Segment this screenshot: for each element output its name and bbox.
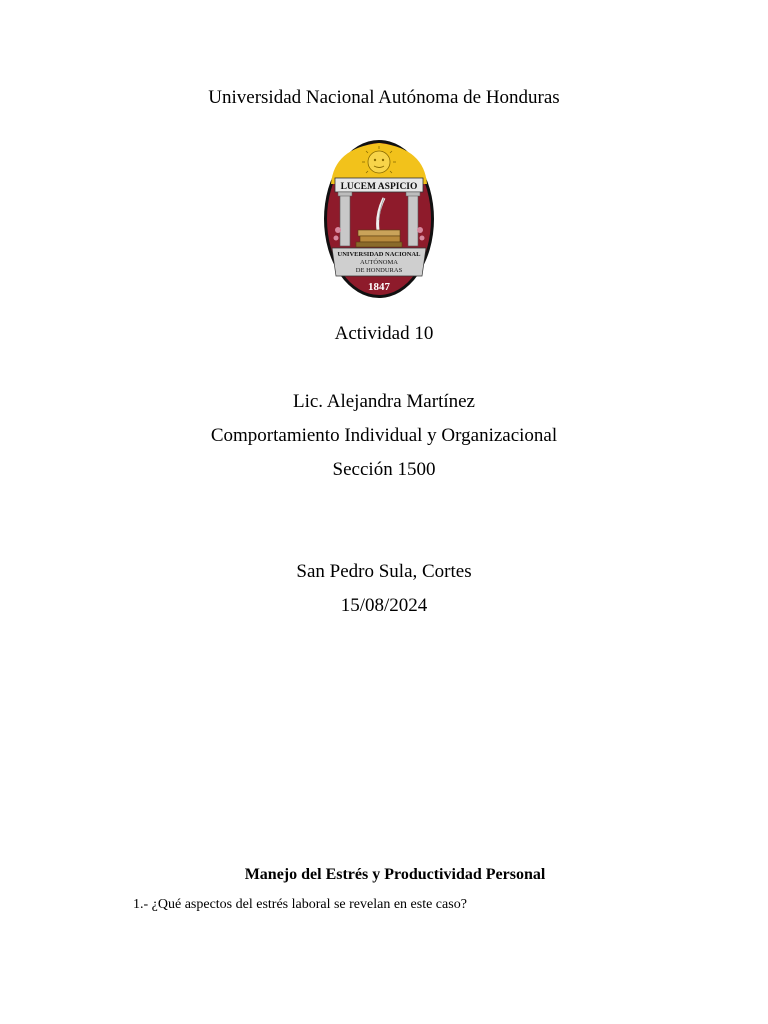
left-column [340, 194, 350, 246]
seal-name-line1: UNIVERSIDAD NACIONAL [337, 251, 421, 258]
submission-date: 15/08/2024 [340, 595, 428, 616]
section-number: Sección 1500 [332, 459, 436, 480]
section-heading: Manejo del Estrés y Productividad Personal [244, 866, 546, 883]
city-location: San Pedro Sula, Cortes [296, 561, 472, 582]
seal-name-line3: DE HONDURAS [355, 267, 403, 274]
seal-motto: LUCEM ASPICIO [340, 182, 418, 192]
flower-icon [335, 227, 341, 233]
question-1: 1.- ¿Qué aspectos del estrés laboral se revelan en este caso? [133, 897, 467, 912]
university-seal-logo [322, 138, 436, 300]
book-icon [358, 230, 400, 236]
university-name: Universidad Nacional Autónoma de Honduras [208, 87, 560, 108]
activity-title: Actividad 10 [334, 323, 434, 344]
seal-name-line2: AUTÓNOMA [360, 259, 398, 266]
instructor-name: Lic. Alejandra Martínez [292, 391, 475, 412]
right-column [408, 194, 418, 246]
seal-year: 1847 [368, 281, 390, 293]
sun-icon [368, 151, 390, 173]
course-name: Comportamiento Individual y Organizacional [210, 425, 558, 446]
